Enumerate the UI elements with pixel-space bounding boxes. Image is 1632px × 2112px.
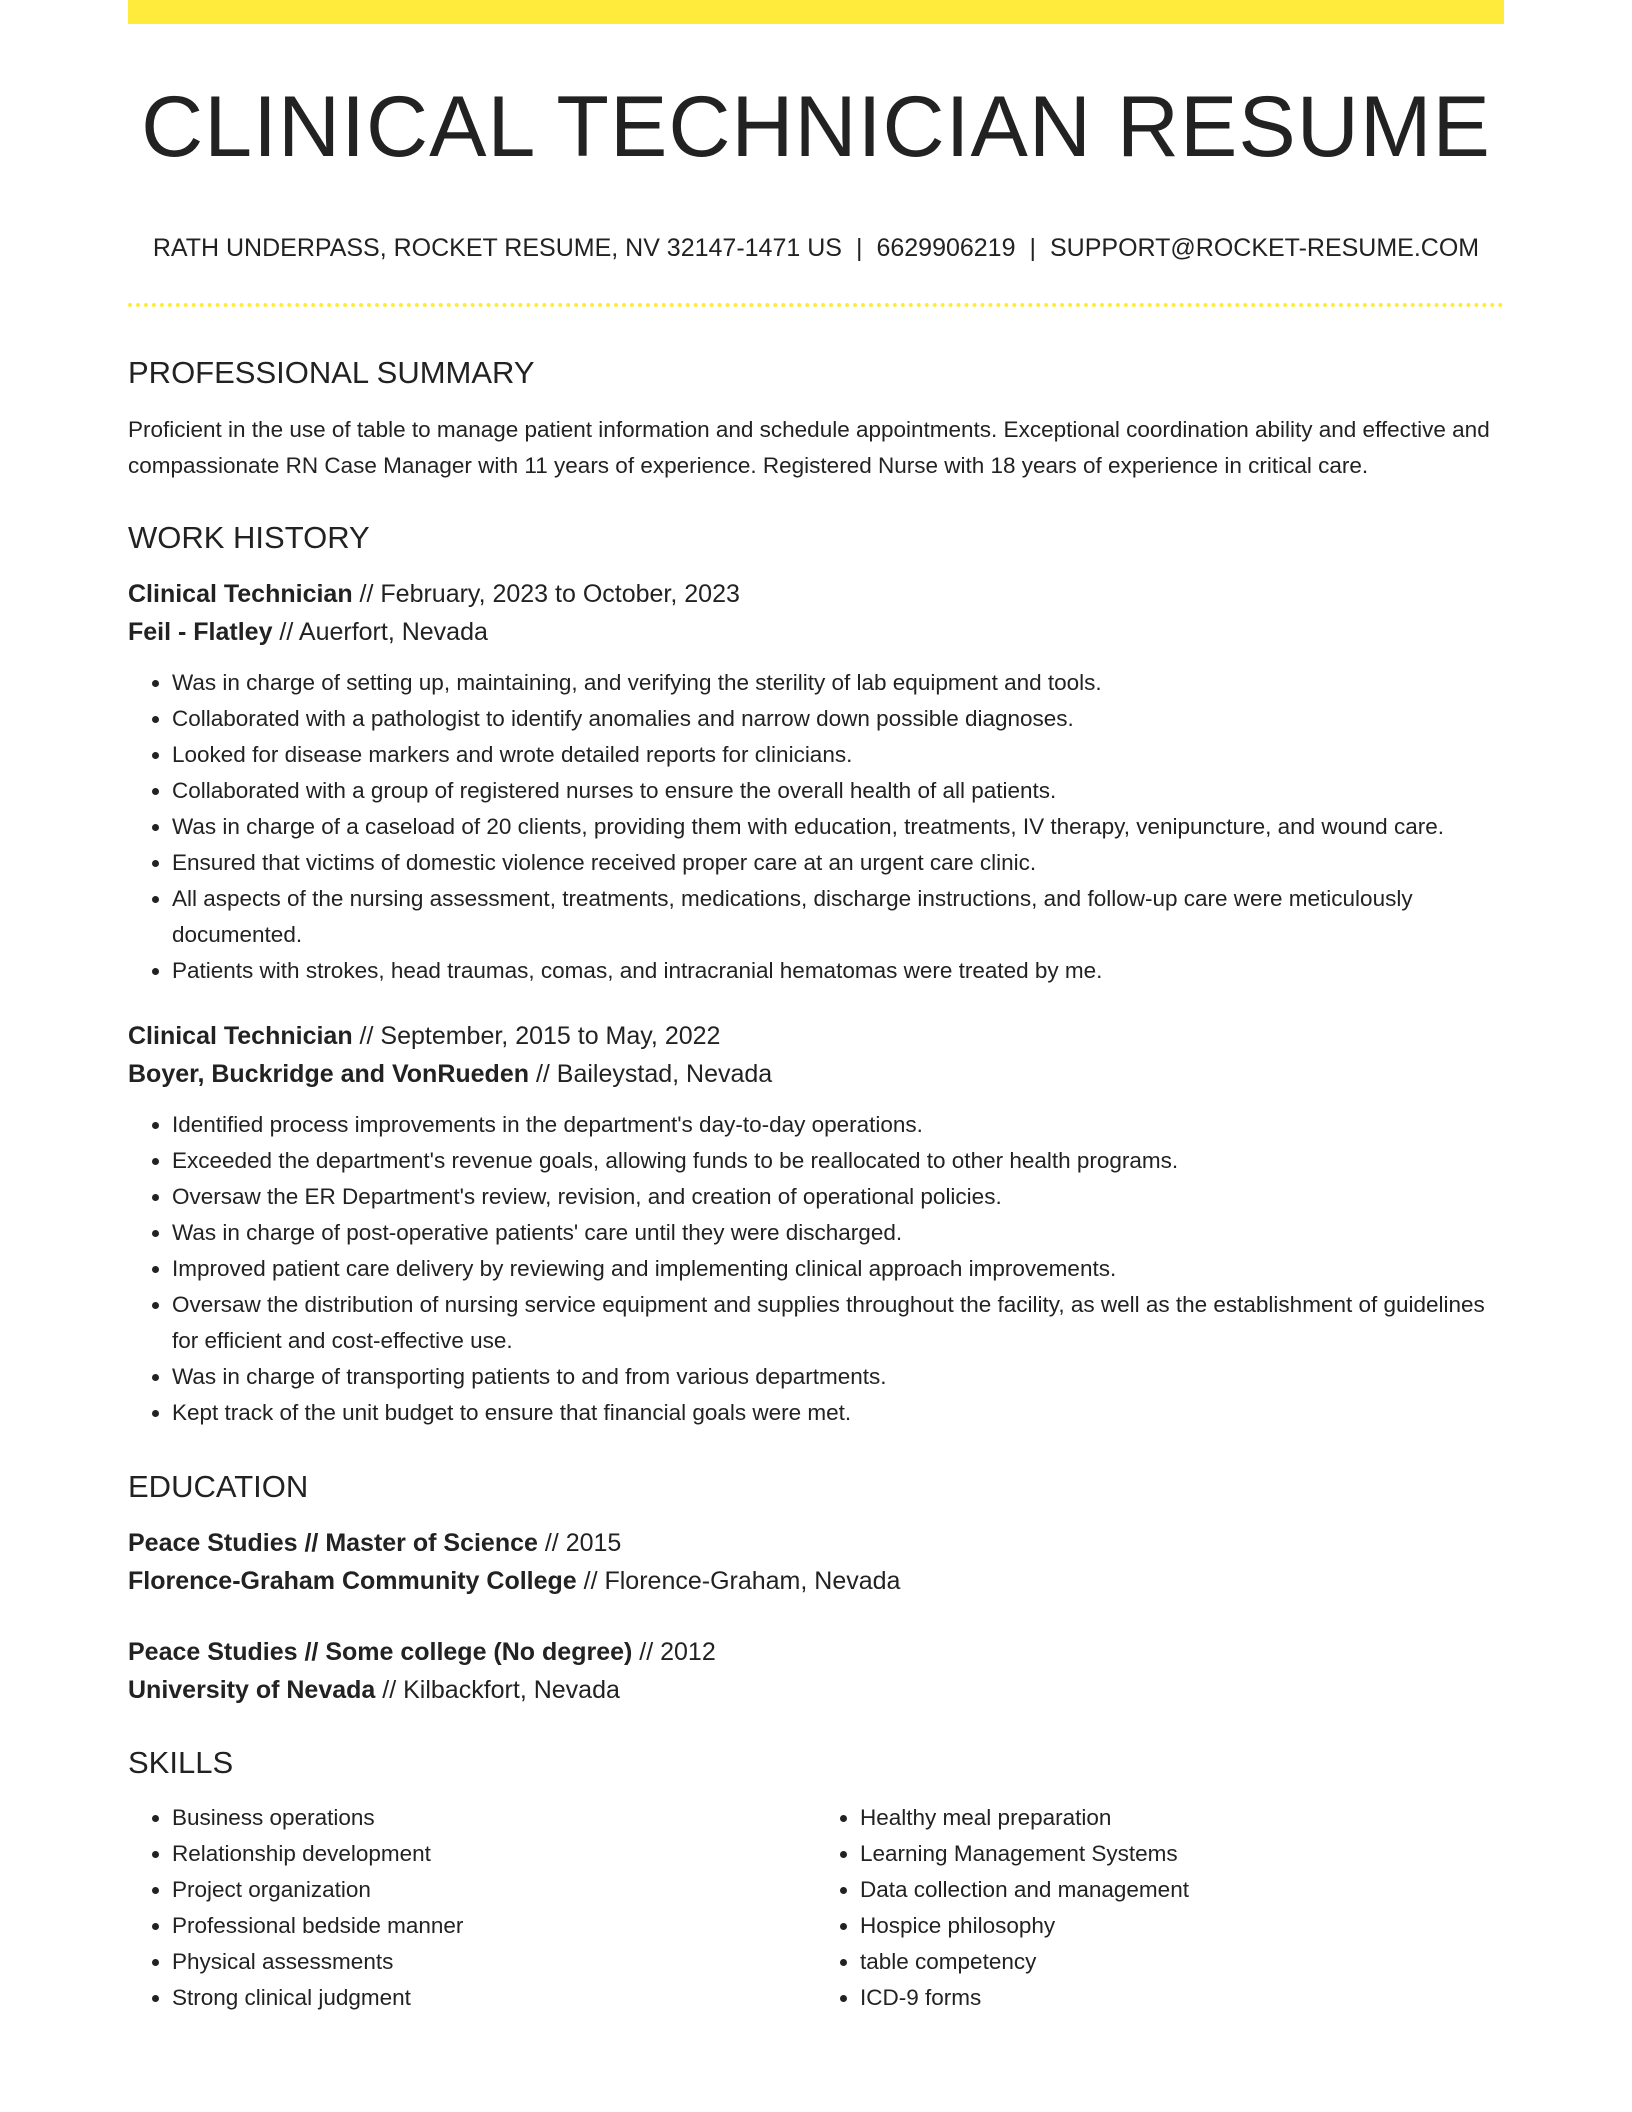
job-entry xyxy=(128,1017,1504,1431)
contact-email[interactable]: SUPPORT@ROCKET-RESUME.COM xyxy=(1050,234,1480,262)
list-item: • Relationship development xyxy=(172,1836,816,1872)
work-history-heading: WORK HISTORY xyxy=(128,520,370,555)
list-item: • Improved patient care delivery by reviewing and implementing clinical approach improvements. xyxy=(172,1251,1504,1287)
list-item: • Patients with strokes, head traumas, comas, and intracranial hematomas were treated by me. xyxy=(172,953,1504,989)
job-employer-line xyxy=(128,613,1504,651)
summary-heading: PROFESSIONAL SUMMARY xyxy=(128,355,535,390)
education-location: // Kilbackfort, Nevada xyxy=(375,1676,620,1704)
list-item: • Was in charge of a caseload of 20 clients, providing them with education, treatments, IV therapy, venipuncture, and wound care. xyxy=(172,809,1504,845)
job-employer: Feil - Flatley xyxy=(128,618,273,646)
education-degree-line xyxy=(128,1524,1504,1562)
summary-text: Proficient in the use of table to manage patient information and schedule appointments. Exceptional coordination ability and effective and compassionate RN Case Manager with 11 years of experience. Registered Nurse with 18 years of experience in critical care. xyxy=(128,417,1490,478)
education-school-line xyxy=(128,1562,1504,1600)
list-item: • All aspects of the nursing assessment, treatments, medications, discharge instructions, and follow-up care were meticulously documented. xyxy=(172,881,1504,953)
job-location: // Baileystad, Nevada xyxy=(529,1060,773,1088)
skills-columns xyxy=(128,1800,1504,2016)
header-divider xyxy=(128,303,1504,307)
job-location: // Auerfort, Nevada xyxy=(272,618,488,646)
contact-address: RATH UNDERPASS, ROCKET RESUME, NV 32147-1471 US xyxy=(152,234,842,262)
job-duties-list xyxy=(128,665,1504,989)
education-degree: Peace Studies // Some college (No degree) xyxy=(128,1638,633,1666)
list-item: • Collaborated with a group of registered nurses to ensure the overall health of all patients. xyxy=(172,773,1504,809)
job-dates: // September, 2015 to May, 2022 xyxy=(352,1022,721,1050)
education-degree-line xyxy=(128,1633,1504,1671)
skills-heading: SKILLS xyxy=(128,1745,234,1780)
education-degree: Peace Studies // Master of Science xyxy=(128,1529,538,1557)
list-item: • Strong clinical judgment xyxy=(172,1980,816,2016)
job-duties-list xyxy=(128,1107,1504,1431)
list-item: • Oversaw the ER Department's review, revision, and creation of operational policies. xyxy=(172,1179,1504,1215)
job-dates: // February, 2023 to October, 2023 xyxy=(352,580,740,608)
list-item: • Identified process improvements in the department's day-to-day operations. xyxy=(172,1107,1504,1143)
education-entry xyxy=(128,1524,1504,1600)
list-item: • Collaborated with a pathologist to identify anomalies and narrow down possible diagnoses. xyxy=(172,701,1504,737)
job-title: Clinical Technician xyxy=(128,580,353,608)
resume-title: CLINICAL TECHNICIAN RESUME xyxy=(141,79,1491,175)
list-item: • Was in charge of post-operative patients' care until they were discharged. xyxy=(172,1215,1504,1251)
education-school: University of Nevada xyxy=(128,1676,376,1704)
list-item: • Business operations xyxy=(172,1800,816,1836)
education-location: // Florence-Graham, Nevada xyxy=(576,1567,901,1595)
contact-separator: | xyxy=(1029,234,1036,262)
job-title-line xyxy=(128,1017,1504,1055)
list-item: • Hospice philosophy xyxy=(860,1908,1504,1944)
list-item: • Exceeded the department's revenue goals, allowing funds to be reallocated to other health programs. xyxy=(172,1143,1504,1179)
contact-phone: 6629906219 xyxy=(876,234,1016,262)
education-school: Florence-Graham Community College xyxy=(128,1567,577,1595)
job-employer: Boyer, Buckridge and VonRueden xyxy=(128,1060,530,1088)
list-item: • Learning Management Systems xyxy=(860,1836,1504,1872)
skills-list-right xyxy=(816,1800,1504,2016)
contact-line xyxy=(128,236,1504,261)
job-title: Clinical Technician xyxy=(128,1022,353,1050)
contact-separator: | xyxy=(855,234,863,262)
list-item: • Looked for disease markers and wrote detailed reports for clinicians. xyxy=(172,737,1504,773)
list-item: • Was in charge of setting up, maintaining, and verifying the sterility of lab equipment and tools. xyxy=(172,665,1504,701)
education-heading: EDUCATION xyxy=(128,1469,309,1504)
job-title-line xyxy=(128,575,1504,613)
skills-list-left xyxy=(128,1800,816,2016)
resume-content xyxy=(128,0,1504,2016)
job-employer-line xyxy=(128,1055,1504,1093)
list-item: • Kept track of the unit budget to ensure that financial goals were met. xyxy=(172,1395,1504,1431)
job-entry xyxy=(128,575,1504,989)
list-item: • Ensured that victims of domestic violence received proper care at an urgent care clinic. xyxy=(172,845,1504,881)
list-item: • ICD-9 forms xyxy=(860,1980,1504,2016)
education-year: // 2015 xyxy=(537,1529,622,1557)
list-item: • table competency xyxy=(860,1944,1504,1980)
top-accent-bar xyxy=(128,0,1504,24)
list-item: • Project organization xyxy=(172,1872,816,1908)
education-entry xyxy=(128,1633,1504,1709)
list-item: • Professional bedside manner xyxy=(172,1908,816,1944)
list-item: • Healthy meal preparation xyxy=(860,1800,1504,1836)
education-year: // 2012 xyxy=(632,1638,716,1666)
list-item: • Data collection and management xyxy=(860,1872,1504,1908)
list-item: • Physical assessments xyxy=(172,1944,816,1980)
list-item: • Was in charge of transporting patients to and from various departments. xyxy=(172,1359,1504,1395)
list-item: • Oversaw the distribution of nursing service equipment and supplies throughout the facility, as well as the establishment of guidelines for efficient and cost-effective use. xyxy=(172,1287,1504,1359)
education-school-line xyxy=(128,1671,1504,1709)
